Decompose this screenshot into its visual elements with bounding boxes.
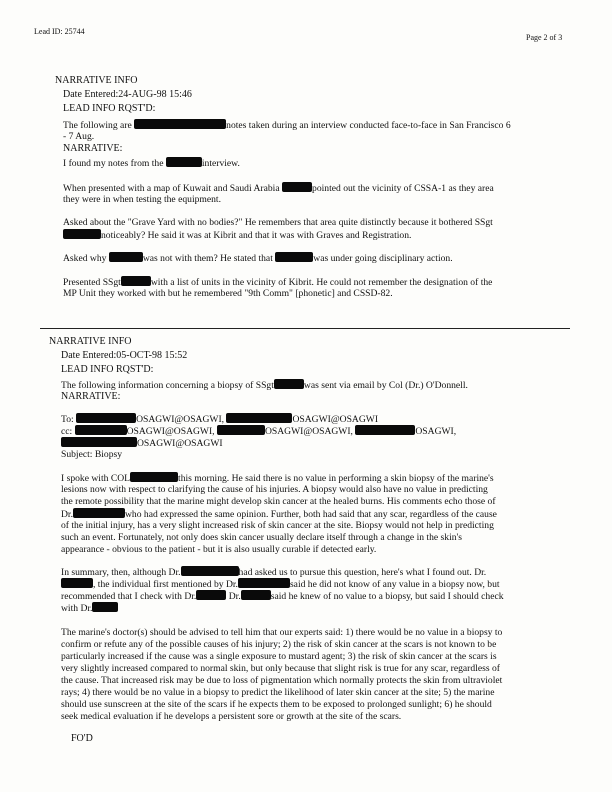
paragraph-line: of the initial injury, has a very slight increased risk of skin cancer at the site. Biopsy would not help in predicting: [61, 520, 494, 531]
paragraph-line: lesions now with respect to clarifying the cause of his injuries. A biopsy would also have no value in predicting: [61, 484, 488, 495]
redaction: [355, 425, 415, 435]
redaction: [282, 182, 312, 192]
redaction: [92, 602, 118, 612]
text: interview.: [201, 158, 240, 169]
email-subject: Subject: Biopsy: [61, 449, 123, 460]
text: notes taken during an interview conducted face-to-face in San Francisco 6: [226, 120, 511, 131]
redaction: [241, 590, 271, 600]
paragraph-line: [63, 182, 494, 195]
email-address: OSAGWI@OSAGWI,: [264, 426, 353, 437]
paragraph-line: [61, 590, 504, 603]
email-address: OSAGWI,: [415, 426, 457, 437]
redaction: [217, 425, 265, 435]
author-initials: FO'D: [71, 733, 93, 744]
text: this morning. He said there is no value in performing a skin biopsy of the marine's: [178, 473, 494, 484]
redaction: [275, 252, 313, 262]
email-cc-line: [61, 425, 456, 438]
text: , the individual first mentioned by Dr.: [93, 579, 238, 590]
paragraph-line: [63, 276, 492, 289]
text: was sent via email by Col (Dr.) O'Donnell.: [303, 380, 468, 391]
text: pointed out the vicinity of CSSA-1 as they area: [312, 183, 494, 194]
redaction: [109, 252, 143, 262]
text: who had expressed the same opinion. Further, both had said that any scar, regardless of the cause: [125, 509, 497, 520]
text: Dr.: [228, 591, 241, 602]
redaction: [274, 379, 304, 389]
paragraph-line: Asked about the "Grave Yard with no bodies?" He remembers that area quite distinctly because it bothered SSgt: [63, 217, 493, 228]
text: was under going disciplinary action.: [313, 253, 453, 264]
paragraph-line: very slightly increased compared to normal skin, but only because that slight risk is true for any scar, regardless of: [61, 663, 500, 674]
narrative-info-heading: NARRATIVE INFO: [49, 336, 132, 347]
lead-info-heading: LEAD INFO RQST'D:: [61, 364, 154, 375]
date-entered-label: Date Entered:: [63, 89, 119, 100]
redaction: [134, 119, 226, 129]
paragraph-line: such an event. Fortunately, not only does skin cancer usually declare itself through a change in the skin's: [61, 532, 463, 543]
lead-text-line: [61, 379, 468, 392]
redaction: [166, 157, 202, 167]
narrative-heading: NARRATIVE:: [61, 391, 121, 402]
paragraph-line: The marine's doctor(s) should be advised to tell him that our experts said: 1) there would be no value in a biopsy to: [61, 627, 503, 638]
text: said he did not know of any value in a biopsy now, but: [289, 579, 500, 590]
paragraph-line: should use sunscreen at the site of the scars if he expects them to be exposed to prolonged sunlight; 6) he should: [61, 699, 492, 710]
text: recommended that I check with Dr.: [61, 591, 197, 602]
email-cc-line: [61, 437, 223, 450]
text: In summary, then, although Dr.: [61, 567, 181, 578]
paragraph-line: MP Unit they worked with but he remembered "9th Comm" [phonetic] and CSSD-82.: [63, 288, 393, 299]
section-divider: [40, 328, 570, 329]
redaction: [63, 229, 101, 239]
date-entered-label: Date Entered:: [61, 350, 117, 361]
email-address: OSAGWI@OSAGWI: [137, 438, 223, 449]
paragraph-line: [63, 229, 411, 242]
redaction: [75, 425, 127, 435]
to-label: To:: [61, 414, 74, 425]
text: had asked us to pursue this question, here's what I found out. Dr.: [238, 567, 487, 578]
paragraph-line: [61, 566, 486, 579]
paragraph-line: confirm or refute any of the possible causes of his injury; 2) the risk of skin cancer at the scars is not known to be: [61, 639, 497, 650]
paragraph-line: [63, 252, 453, 265]
lead-text-line: [63, 119, 511, 132]
text: noticeably? He said it was at Kibrit and that it was with Graves and Registration.: [101, 230, 412, 241]
text: Presented SSgt: [63, 277, 121, 288]
narrative-info-heading: NARRATIVE INFO: [55, 75, 138, 86]
paragraph-line: [61, 578, 500, 591]
date-entered: [63, 89, 192, 100]
date-entered-value: 24-AUG-98 15:46: [118, 89, 192, 100]
text: I spoke with COL: [61, 473, 131, 484]
paragraph-line: [61, 508, 497, 521]
cc-label: cc:: [61, 426, 73, 437]
lead-text-line: - 7 Aug.: [63, 131, 95, 142]
date-entered: [61, 350, 187, 361]
text: Asked why: [63, 253, 107, 264]
redaction: [61, 578, 93, 588]
paragraph-line: the remote possibility that the marine might develop skin cancer at the healed burns. His comments echo those of: [61, 496, 496, 507]
paragraph-line: they were in when testing the equipment.: [63, 194, 221, 205]
text: was not with them? He stated that: [142, 253, 273, 264]
paragraph-line: [63, 157, 240, 170]
redaction: [196, 590, 226, 600]
paragraph-line: particularly increased if the cause was a single exposure to mustard agent; 3) the risk of skin cancer at the scars is: [61, 651, 497, 662]
redaction: [130, 472, 178, 482]
email-address: OSAGWI@OSAGWI,: [126, 426, 215, 437]
paragraph-line: [61, 472, 494, 485]
paragraph-line: [61, 602, 118, 615]
redaction: [73, 508, 125, 518]
text: The following information concerning a biopsy of SSgt: [61, 380, 274, 391]
redaction: [61, 437, 137, 447]
redaction: [76, 413, 136, 423]
redaction: [121, 276, 151, 286]
paragraph-line: appearance - obvious to the patient - but it is also usually curable if detected early.: [61, 544, 377, 555]
redaction: [181, 566, 239, 576]
redaction: [226, 413, 292, 423]
email-to-line: [61, 413, 378, 426]
text: with Dr.: [61, 603, 93, 614]
paragraph-line: the cause. That increased risk may be due to loss of pigmentation which normally protects the skin from ultraviolet: [61, 675, 503, 686]
paragraph-line: seek medical evaluation if he develops a persistent sore or growth at the site of the scars.: [61, 711, 402, 722]
email-address: OSAGWI@OSAGWI: [292, 414, 379, 425]
date-entered-value: 05-OCT-98 15:52: [116, 350, 188, 361]
text: When presented with a map of Kuwait and Saudi Arabia: [63, 183, 280, 194]
text: I found my notes from the: [63, 158, 164, 169]
email-address: OSAGWI@OSAGWI,: [136, 414, 225, 425]
text: Dr.: [61, 509, 73, 520]
text: said he knew of no value to a biopsy, but said I should check: [270, 591, 504, 602]
paragraph-line: rays; 4) there would be no value in a biopsy to predict the likelihood of later skin cancer at the site; 5) the marine: [61, 687, 495, 698]
narrative-heading: NARRATIVE:: [63, 143, 123, 154]
text: The following are: [63, 120, 132, 131]
lead-id: Lead ID: 25744: [34, 27, 85, 36]
text: with a list of units in the vicinity of Kibrit. He could not remember the designation of the: [150, 277, 493, 288]
redaction: [238, 578, 290, 588]
lead-info-heading: LEAD INFO RQST'D:: [63, 103, 156, 114]
page-number: Page 2 of 3: [526, 33, 563, 42]
